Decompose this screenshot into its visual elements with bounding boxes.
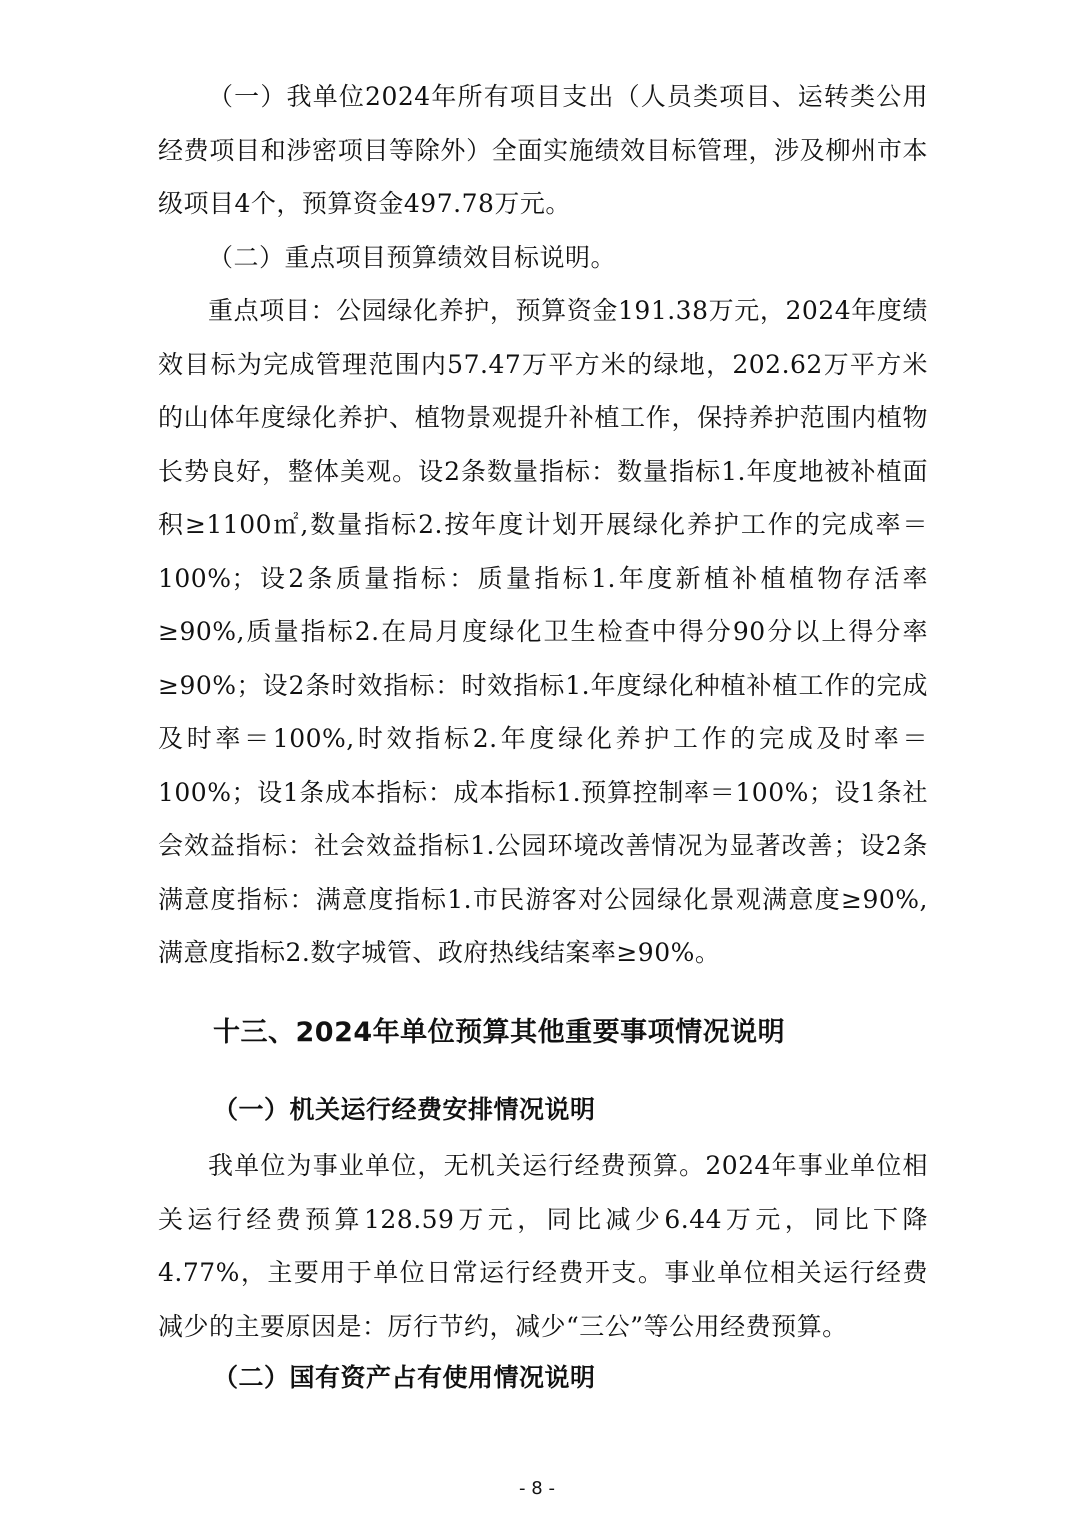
section-title-other-matters: 十三、2024年单位预算其他重要事项情况说明 bbox=[213, 1017, 786, 1048]
paragraph-key-project-details: 重点项目：公园绿化养护，预算资金191.38万元，2024年度绩效目标为完成管理范围内57.47万平方米的绿地，202.62万平方米的山体年度绿化养护、植物景观提升补植工作，保持养护范围内植物长势良好，整体美观。设2条数量指标：数量指标1.年度地被补植面积≥1100㎡,数量指标2.按年度计划开展绿化养护工作的完成率＝100%；设2条质量指标：质量指标1.年度新植补植植物存活率≥90%,质量指标2.在局月度绿化卫生检查中得分90分以上得分率≥90%；设2条时效指标：时效指标1.年度绿化种植补植工作的完成及时率＝100%,时效指标2.年度绿化养护工作的完成及时率＝100%；设1条成本指标：成本指标1.预算控制率＝100%；设1条社会效益指标：社会效益指标1.公园环境改善情况为显著改善；设2条满意度指标：满意度指标1.市民游客对公园绿化景观满意度≥90%,满意度指标2.数字城管、政府热线结案率≥90%。 bbox=[158, 296, 928, 967]
paragraph-operating-expenses: 我单位为事业单位，无机关运行经费预算。2024年事业单位相关运行经费预算128.59万元，同比减少6.44万元，同比下降4.77%，主要用于单位日常运行经费开支。事业单位相关运行经费减少的主要原因是：厉行节约，减少“三公”等公用经费预算。 bbox=[158, 1151, 928, 1341]
subsection-title-state-assets: （二）国有资产占有使用情况说明 bbox=[213, 1363, 596, 1392]
page-number: - 8 - bbox=[519, 1478, 555, 1499]
subsection-title-operating-expenses: （一）机关运行经费安排情况说明 bbox=[213, 1095, 596, 1124]
paragraph-project-performance-scope: （一）我单位2024年所有项目支出（人员类项目、运转类公用经费项目和涉密项目等除外）全面实施绩效目标管理，涉及柳州市本级项目4个，预算资金497.78万元。 bbox=[158, 82, 928, 218]
paragraph-key-project-heading: （二）重点项目预算绩效目标说明。 bbox=[208, 243, 617, 272]
